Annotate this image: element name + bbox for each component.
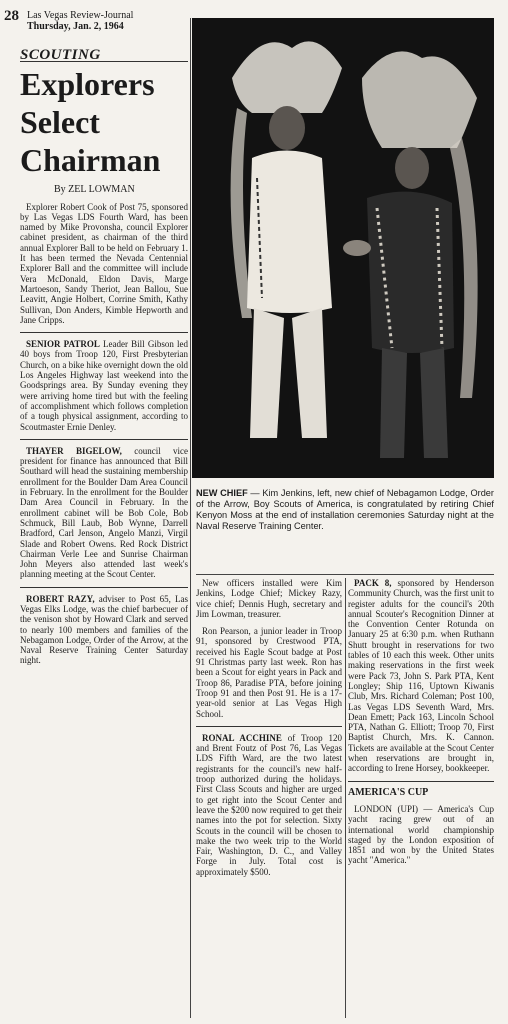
story-paragraph — [348, 578, 494, 774]
story-paragraph — [20, 339, 188, 432]
story-paragraph: Explorer Robert Cook of Post 75, sponsored by Las Vegas LDS Fourth Ward, has been named by Mike Provonsha, council Explorer cabinet president, as chairman of the third annual Explorer Ball to be held on February 1. It has been termed the Nevada Centennial Explorer Ball and the committee will include Vera McDonald, Eldon Davis, Marge Martoeson, Sandy Theriot, Jean Ballou, Sue Leavitt, Angie Holbert, Corrine Smith, Kathy Sullivan, Don Anders, Kimble Hepworth and Jane Cripps. — [20, 201, 188, 325]
paragraph-lead: THAYER BIGELOW, — [26, 445, 122, 456]
paragraph-text: of Troop 120 and Brent Foutz of Post 76, Las Vegas LDS Fifth Ward, are the two latest registrants for the council's new half-troop authorized during the holidays. First Class Scouts and higher are urged to get right into the Scout Center and leave the $200 now required to get their names into the pot for selection. Sixty Scouts in the council will be chosen to make the two week trip to the World Fair, Washington, D. C., and Valley Forge in July. Total cost is approximately $500. — [196, 732, 343, 877]
masthead-text — [27, 10, 133, 32]
story-paragraph: Ron Pearson, a junior leader in Troop 91, sponsored by Crestwood PTA, received his Eagle Scout badge at Post 91 Christmas party last week. Ron has been a Scout for eight years in Pack and Troop 86, Paradise PTA, before joining Troop 91 and then Post 91. He is a 17-year-old senior at Las Vegas High School. — [196, 626, 342, 719]
photo-caption — [196, 488, 494, 532]
story-paragraph: LONDON (UPI) — America's Cup yacht racing grew out of an international world championship staged by the London exposition of 1851 and won by the United States yacht "America." — [348, 803, 494, 866]
headline-line: Select — [20, 104, 100, 141]
headline-line: Chairman — [20, 142, 161, 179]
paragraph-lead: ROBERT RAZY, — [26, 593, 95, 604]
divider — [20, 587, 188, 588]
story-paragraph — [20, 594, 188, 666]
masthead — [4, 8, 204, 32]
paragraph-text: adviser to Post 65, Las Vegas Elks Lodge, was the chief barbecuer of the venison shot by Howard Clark and served to nearly 100 members and families of the Nebagamon Lodge, Order of the Arrow, at the Naval Reserve Training Center Saturday night. — [20, 593, 188, 666]
paragraph-text: sponsored by Henderson Community Church, was the first unit to register adults for the council's 20th annual Scouter's Recognition Dinner at the Convention Center Rotunda on January 25 at 6:30 p.m. when Ruthann Shutt brought in reservations for two tables of 10 each this week. Other units making reservations in the first week were Pack 73, John S. Park PTA, Kent Longley; Ship 116, Uptown Kiwanis Club, Mrs. Richard Coleman; Post 100, Las Vegas LDS Seventh Ward, Mrs. Dean Emett; Pack 163, Lincoln School PTA, Nathan G. Elliott; Troop 70, First Baptist Church, Mrs. K. Cannon. Tickets are available at the Scout Center when reservations are brought in, according to Irene Horsey, bookkeeper. — [348, 578, 494, 774]
page-number: 28 — [4, 8, 19, 24]
paragraph-lead: PACK 8, — [354, 578, 392, 588]
divider — [196, 726, 342, 727]
caption-lead: NEW CHIEF — [196, 488, 248, 498]
news-photo — [192, 18, 494, 478]
story-paragraph — [196, 733, 342, 877]
story-paragraph — [20, 446, 188, 580]
caption-divider — [196, 574, 494, 575]
column-rule — [190, 18, 191, 1018]
divider — [20, 439, 188, 440]
column-rule — [345, 578, 346, 1018]
paper-name: Las Vegas Review-Journal — [27, 10, 134, 21]
paragraph-text: Leader Bill Gibson led 40 boys from Troop 120, First Presbyterian Church, on a bike hike overnight down the old Los Angeles Highway last weekend into the Goodsprings area. By Sunday evening they were arriving home tired but with the feeling of accomplishment which follows completion of a tough physical assignment, according to Scoutmaster Ernie Denley. — [20, 339, 188, 432]
headline-line: Explorers — [20, 66, 155, 103]
paragraph-text: council vice president for finance has announced that Bill Southard will head the sustaining membership enrollment for the Boulder Dam Area Council in February. In the enrollment for the Boulder Dam Area Council in February. In the enrollment cabinet will be Bob Cole, Bob Schmuck, Bill Laub, Bob Wynne, Darrell Bradford, Carl Jenson, Angelo Manzi, Virgil Slade and Robert Owens. Red Rock District Chairman Verle Lee and Sunrise Chairman John Meyers also attended last week's planning meeting at the Scout Center. — [20, 445, 188, 580]
story-paragraph: New officers installed were Kim Jenkins, Lodge Chief; Mickey Razy, vice chief; Dennis Hugh, secretary and Jim Lowman, treasurer. — [196, 578, 342, 619]
section-heading: SCOUTING — [20, 50, 188, 62]
right-column — [348, 578, 494, 873]
caption-text: — Kim Jenkins, left, new chief of Nebagamon Lodge, Order of the Arrow, Boy Scouts of America, is congratulated by retiring Chief Kenyon Moss at the end of installation ceremonies Saturday night at the Naval Reserve Training Center. — [196, 488, 494, 531]
middle-column — [196, 578, 342, 884]
paragraph-lead: SENIOR PATROL — [26, 339, 100, 350]
left-column — [20, 47, 188, 673]
issue-date: Thursday, Jan. 2, 1964 — [27, 21, 124, 32]
photo-illustration — [192, 18, 494, 478]
byline: By ZEL LOWMAN — [54, 184, 135, 196]
headline — [20, 65, 188, 179]
story-subhead: AMERICA'S CUP — [348, 786, 429, 798]
divider — [20, 332, 188, 333]
paragraph-lead: RONAL ACCHINE — [202, 732, 282, 743]
divider — [348, 781, 494, 782]
